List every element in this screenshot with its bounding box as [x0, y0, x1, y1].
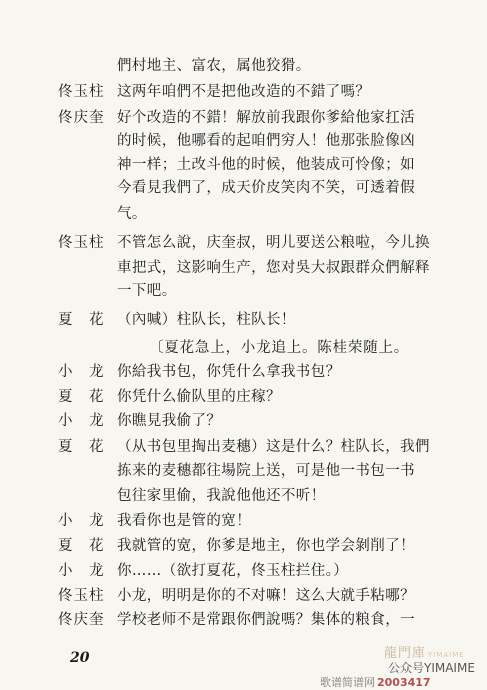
speaker-name: 佟玉柱 — [58, 235, 105, 251]
dialogue-line: 你……（欲打夏花，佟玉柱拦住。） — [117, 563, 349, 579]
speaker-name: 小 龙 — [58, 364, 105, 380]
dialogue-line: 神一样；土改斗他的时候，他装成可怜像；如 — [117, 157, 415, 173]
dialogue-line: 們村地主、富农，属他狡猾。 — [117, 58, 311, 74]
dialogue-line: 一下吧。 — [117, 283, 177, 299]
watermark-logo-small: YIMAIME — [428, 651, 465, 659]
speaker-name: 佟玉柱 — [58, 588, 105, 604]
watermark-logo-text: 龍門庫 — [384, 646, 427, 661]
dialogue-line: 好个改造的不錯！解放前我跟你爹給他家扛活 — [117, 110, 415, 126]
dialogue-line: 的时候，他哪看的起咱們穷人！他那张脸像凶 — [117, 133, 415, 149]
dialogue-line: 气。 — [117, 206, 147, 222]
dialogue-line: 你給我书包，你凭什么拿我书包？ — [117, 364, 341, 380]
page-number: 20 — [70, 650, 90, 666]
speaker-name: 小 龙 — [58, 513, 105, 529]
speaker-name: 夏 花 — [58, 312, 105, 328]
stage-direction: 〔夏花急上，小龙追上。陈桂荣随上。 — [149, 340, 410, 356]
dialogue-line: 我看你也是管的宽！ — [117, 513, 252, 529]
dialogue-line: 拣来的麦穗都往場院上送，可是他一书包一书 — [117, 463, 415, 479]
dialogue-line: 你瞧見我偷了？ — [117, 413, 222, 429]
dialogue-line: （內喊）柱队长，柱队长！ — [117, 312, 296, 328]
dialogue-line: 学校老师不是常跟你們說嗎？集体的粮食，一 — [117, 612, 415, 628]
watermark-site-label: 歌谱简谱网 — [320, 676, 375, 689]
watermark-site — [320, 674, 431, 690]
speaker-name: 小 龙 — [58, 413, 105, 429]
watermark-account: 公众号YIMAIME — [388, 661, 475, 675]
speaker-name: 夏 花 — [58, 538, 105, 554]
dialogue-line: （从书包里掏出麦穗）这是什么？柱队长，我們 — [117, 439, 430, 455]
speaker-name: 夏 花 — [58, 439, 105, 455]
speaker-name: 佟庆奎 — [58, 612, 105, 628]
dialogue-line: 不管怎么說，庆奎叔，明儿要送公粮啦，今儿换 — [117, 235, 430, 251]
speaker-name: 佟庆奎 — [58, 110, 105, 126]
speaker-name: 佟玉柱 — [58, 84, 105, 100]
dialogue-line: 今看見我們了，成天价皮笑肉不笑，可透着假 — [117, 180, 415, 196]
dialogue-line: 你凭什么偷队里的庄稼？ — [117, 389, 281, 405]
dialogue-line: 这两年咱們不是把他改造的不錯了嗎？ — [117, 84, 371, 100]
dialogue-line: 我就管的宽，你爹是地主，你也学会剝削了！ — [117, 538, 415, 554]
speaker-name: 夏 花 — [58, 389, 105, 405]
dialogue-line: 小龙，明明是你的不对嘛！这么大就手粘哪？ — [117, 588, 415, 604]
speaker-name: 小 龙 — [58, 563, 105, 579]
dialogue-line: 車把式，这影响生产，您对吳大叔跟群众們解释 — [117, 260, 430, 276]
dialogue-line: 包往家里偷，我說他他还不听！ — [117, 488, 326, 504]
watermark-site-number: 2003417 — [377, 676, 431, 689]
